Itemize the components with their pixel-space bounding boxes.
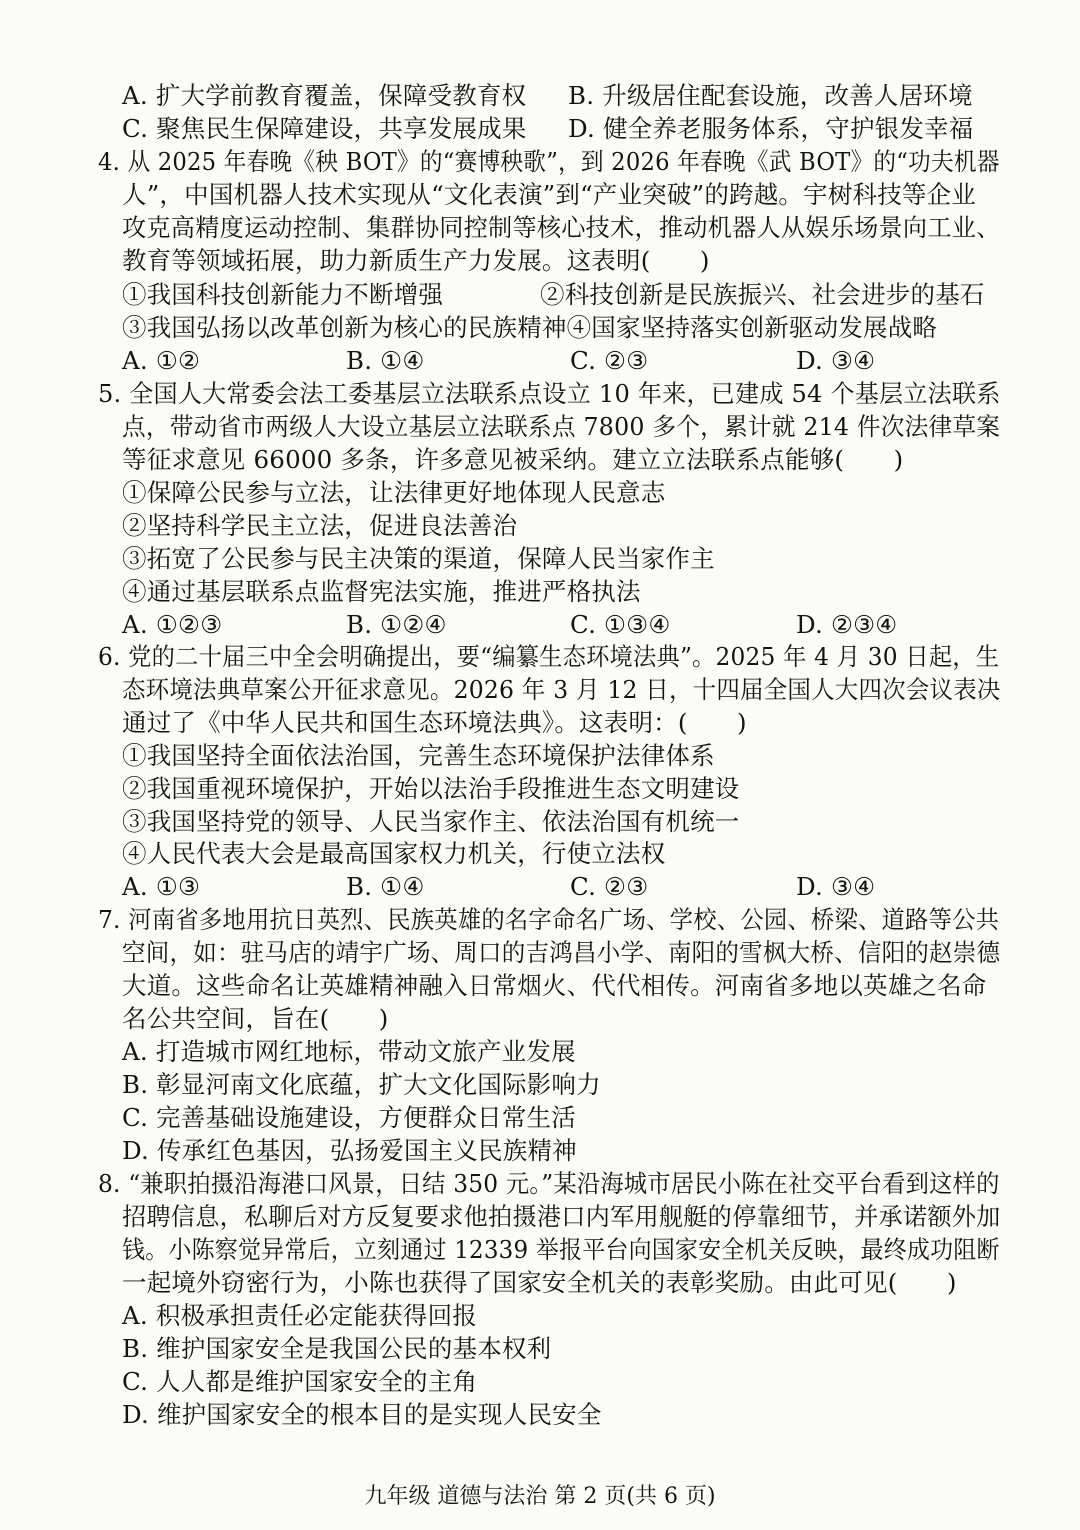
q8-option-b: B. 维护国家安全是我国公民的基本权利 xyxy=(122,1334,552,1363)
q5-choice-c: C. ①③④ xyxy=(570,610,671,639)
q6-stem-line: 通过了《中华人民共和国生态环境法典》。这表明：( ) xyxy=(122,708,747,737)
q5-choice-a: A. ①②③ xyxy=(122,610,223,639)
q3-option-b: B. 升级居住配套设施，改善人居环境 xyxy=(568,81,973,110)
q4-stem-line: 攻克高精度运动控制、集群协同控制等核心技术，推动机器人从娱乐场景向工业、 xyxy=(122,213,1001,242)
q4-statement-1: ①我国科技创新能力不断增强 xyxy=(122,280,444,309)
q6-statement: ②我国重视环境保护，开始以法治手段推进生态文明建设 xyxy=(122,774,740,803)
q7-option-a: A. 打造城市网红地标，带动文旅产业发展 xyxy=(122,1037,576,1066)
q3-option-a: A. 扩大学前教育覆盖，保障受教育权 xyxy=(122,81,527,110)
q6-choice-b: B. ①④ xyxy=(346,872,425,901)
q3-option-c: C. 聚焦民生保障建设，共享发展成果 xyxy=(122,114,527,143)
q3-option-d: D. 健全养老服务体系，守护银发幸福 xyxy=(568,114,974,143)
q6-choice-c: C. ②③ xyxy=(570,872,649,901)
q6-statement: ④人民代表大会是最高国家权力机关，行使立法权 xyxy=(122,839,666,868)
q7-stem-line: 空间，如：驻马店的靖宇广场、周口的吉鸿昌小学、南阳的雪枫大桥、信阳的赵崇德 xyxy=(122,938,1001,967)
q8-stem-line: 8. “兼职拍摄沿海港口风景，日结 350 元。”某沿海城市居民小陈在社交平台看到这样的 xyxy=(98,1169,1000,1198)
q5-statement: ①保障公民参与立法，让法律更好地体现人民意志 xyxy=(122,478,666,507)
q4-statement-3-4: ③我国弘扬以改革创新为核心的民族精神④国家坚持落实创新驱动发展战略 xyxy=(122,313,938,342)
q4-choice-c: C. ②③ xyxy=(570,346,649,375)
q4-choice-d: D. ③④ xyxy=(796,346,876,375)
q8-stem-line: 招聘信息，私聊后对方反复要求他拍摄港口内军用舰艇的停靠细节，并承诺额外加 xyxy=(122,1202,1001,1231)
q7-stem-line: 名公共空间，旨在( ) xyxy=(122,1004,389,1033)
q4-stem-line: 教育等领域拓展，助力新质生产力发展。这表明( ) xyxy=(122,246,710,275)
q5-choice-d: D. ②③④ xyxy=(796,610,898,639)
q8-option-a: A. 积极承担责任必定能获得回报 xyxy=(122,1301,477,1330)
q6-statement: ①我国坚持全面依法治国，完善生态环境保护法律体系 xyxy=(122,741,715,770)
q7-option-c: C. 完善基础设施建设，方便群众日常生活 xyxy=(122,1103,576,1132)
q6-choice-a: A. ①③ xyxy=(122,872,201,901)
q7-stem-line: 大道。这些命名让英雄精神融入日常烟火、代代相传。河南省多地以英雄之名命 xyxy=(122,971,987,1000)
q7-stem-line: 7. 河南省多地用抗日英烈、民族英雄的名字命名广场、学校、公园、桥梁、道路等公共 xyxy=(98,905,1000,934)
q7-option-d: D. 传承红色基因，弘扬爱国主义民族精神 xyxy=(122,1136,577,1165)
q8-stem-line: 钱。小陈察觉异常后，立刻通过 12339 举报平台向国家安全机关反映，最终成功阻断 xyxy=(122,1235,1000,1264)
q6-statement: ③我国坚持党的领导、人民当家作主、依法治国有机统一 xyxy=(122,807,740,836)
q4-stem-line: 人”，中国机器人技术实现从“文化表演”到“产业突破”的跨越。宇树科技等企业 xyxy=(122,180,977,209)
q6-stem-line: 态环境法典草案公开征求意见。2026 年 3 月 12 日，十四届全国人大四次会议表决 xyxy=(122,675,1001,704)
q5-stem-line: 等征求意见 66000 多条，许多意见被采纳。建立立法联系点能够( ) xyxy=(122,445,904,474)
q4-choice-a: A. ①② xyxy=(122,346,201,375)
q8-stem-line: 一起境外窃密行为，小陈也获得了国家安全机关的表彰奖励。由此可见( ) xyxy=(122,1268,957,1297)
q8-option-d: D. 维护国家安全的根本目的是实现人民安全 xyxy=(122,1400,602,1429)
q5-statement: ④通过基层联系点监督宪法实施，推进严格执法 xyxy=(122,577,641,606)
q4-stem-line: 4. 从 2025 年春晚《秧 BOT》的“赛博秧歌”，到 2026 年春晚《武 BOT》的“功夫机器 xyxy=(98,147,1000,176)
q4-statement-2: ②科技创新是民族振兴、社会进步的基石 xyxy=(540,280,985,309)
page-footer: 九年级 道德与法治 第 2 页(共 6 页) xyxy=(364,1484,716,1509)
q5-statement: ③拓宽了公民参与民主决策的渠道，保障人民当家作主 xyxy=(122,544,715,573)
q7-option-b: B. 彰显河南文化底蕴，扩大文化国际影响力 xyxy=(122,1070,601,1099)
q5-choice-b: B. ①②④ xyxy=(346,610,447,639)
q5-stem-line: 点，带动省市两级人大设立基层立法联系点 7800 多个，累计就 214 件次法律草案 xyxy=(122,412,1001,441)
q6-choice-d: D. ③④ xyxy=(796,872,876,901)
q8-option-c: C. 人人都是维护国家安全的主角 xyxy=(122,1367,478,1396)
q5-stem-line: 5. 全国人大常委会法工委基层立法联系点设立 10 年来，已建成 54 个基层立法联系 xyxy=(98,379,1001,408)
q5-statement: ②坚持科学民主立法，促进良法善治 xyxy=(122,511,518,540)
q4-choice-b: B. ①④ xyxy=(346,346,425,375)
q6-stem-line: 6. 党的二十届三中全会明确提出，要“编纂生态环境法典”。2025 年 4 月 30 日起，生 xyxy=(98,642,1000,671)
